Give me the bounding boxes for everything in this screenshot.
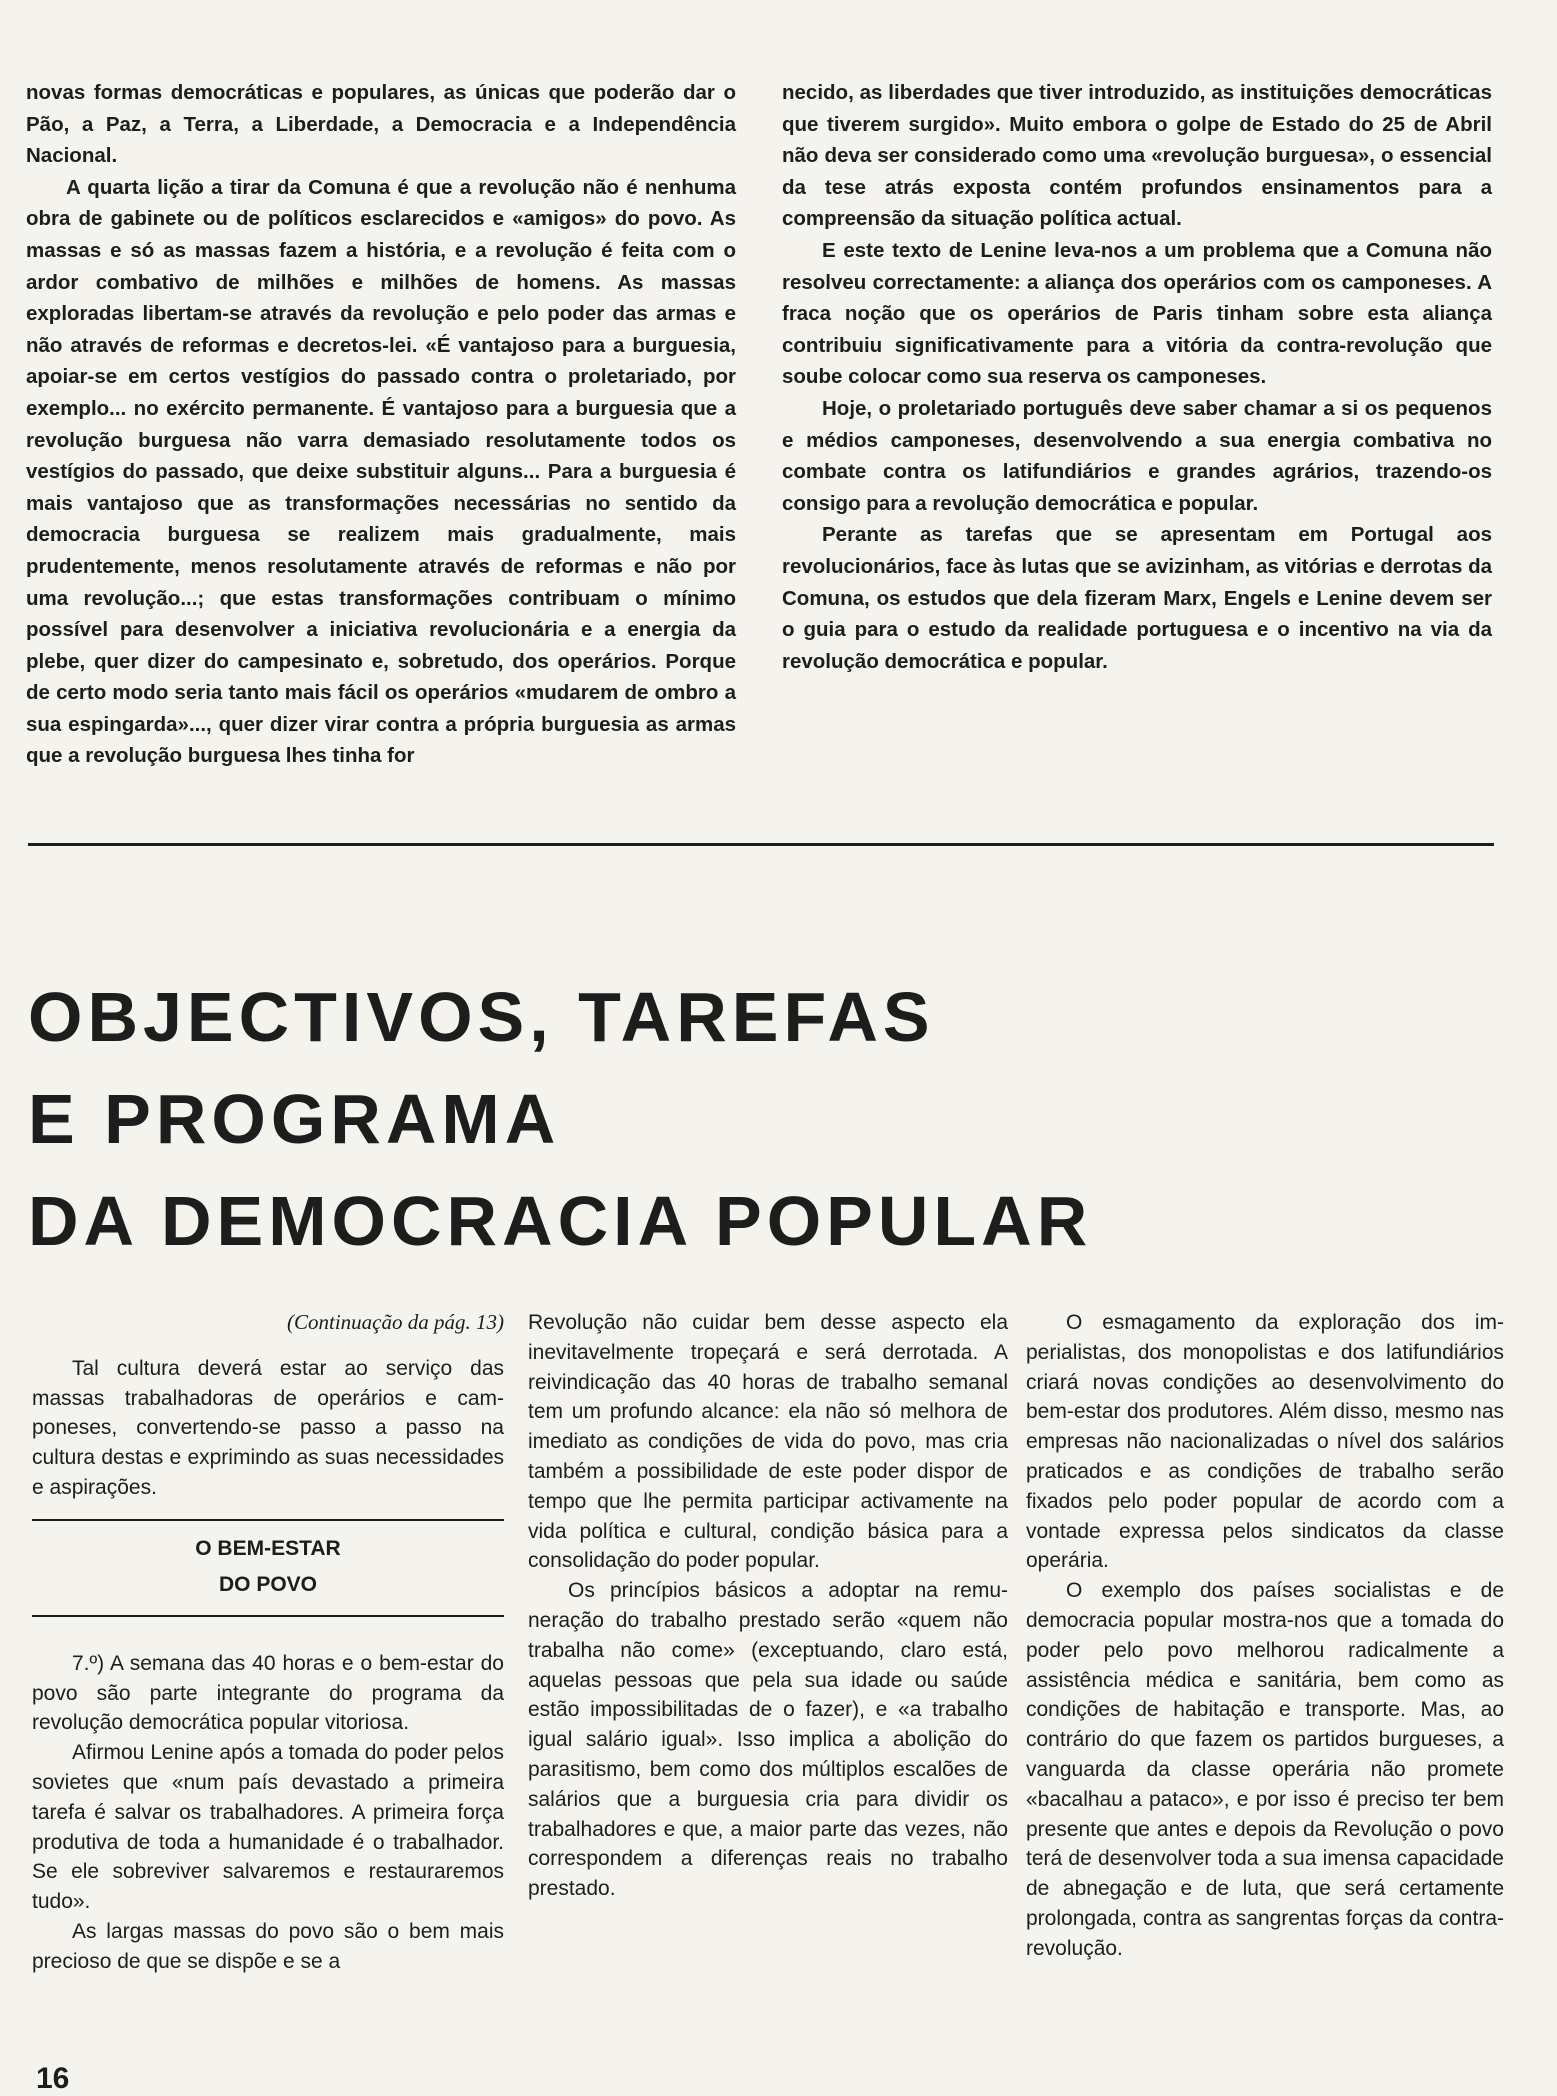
article-column-1	[32, 1308, 504, 1977]
section-rule	[32, 1615, 504, 1617]
paragraph: necido, as liberdades que tiver introduzido, as instituições democráticas que tiverem surgido». Muito embora o golpe de Estado do 25 de Abril não deva ser considerado como uma «revolução burguesa», o essencial da tese atrás exposta contém profundos ensinamentos para a compreensão da situação política actual.	[782, 81, 1492, 231]
article-headline	[28, 966, 1092, 1272]
article-column-3	[1026, 1308, 1504, 1964]
paragraph: Os princípios básicos a adoptar na remuneração do trabalho prestado serão «quem não trabalha não come» (exceptuando, claro está, aquelas pessoas que pela sua idade ou saúde estão impossibilitadas de o fazer), e «a trabalho igual salário igual». Isso implica a abolição do parasitismo, bem como dos múltiplos escalões de salários que a burguesia cria para dividir os trabalhadores e que, a maior parte das vezes, não correspondem a diferenças reais no trabalho prestado.	[528, 1579, 1008, 1901]
continuation-note: (Continuação da pág. 13)	[287, 1310, 504, 1334]
headline-line: E PROGRAMA	[28, 1080, 561, 1158]
paragraph: Afirmou Lenine após a tomada do poder pelos sovietes que «num país devastado a primeira tarefa é salvar os trabalhadores. A primeira força produtiva de toda a humanidade é o trabalhador. Se ele sobreviver salvaremos e restauraremos tudo».	[32, 1741, 504, 1914]
section-heading-line: DO POVO	[218, 1572, 318, 1596]
top-left-column	[26, 77, 736, 772]
paragraph: Revolução não cuidar bem desse aspecto ela inevitavelmente tropeçará e será derrotada. A reivindicação das 40 horas de trabalho semanal tem um profundo alcance: ela não só melhora de imediato as condições de vida do povo, mas cria também a possibilidade de este poder dispor de tempo que lhe permita participar activamente na vida política e cultural, condição básica para a consolidação do poder popular.	[528, 1311, 1008, 1573]
headline-line: OBJECTIVOS, TAREFAS	[28, 978, 935, 1056]
paragraph: Perante as tarefas que se apresentam em Portugal aos revolucionários, face às lutas que se avizinham, as vitórias e derrotas da Comuna, os estudos que dela fizeram Marx, Engels e Lenine devem ser o guia para o estudo da realidade portuguesa e o incentivo na via da revolução democrática e popular.	[782, 523, 1492, 673]
paragraph: novas formas democráticas e populares, as únicas que poderão dar o Pão, a Paz, a Terra, a Liberdade, a Democracia e a Independência Nacional.	[26, 81, 736, 168]
paragraph: A quarta lição a tirar da Comuna é que a revolução não é nenhuma obra de gabinete ou de políticos esclarecidos e «amigos» do povo. As massas e só as massas fazem a história, e a revolução é feita com o ardor combativo de milhões e milhões de homens. As massas exploradas libertam-se através da revolução e pelo poder das armas e não através de reformas e decretos-lei. «É vantajoso para a burguesia, apoiar-se em certos vestígios do passado contra o proletariado, por exemplo... no exército permanente. É vantajoso para a burguesia que a revolução burguesa não varra demasiado resolutamente todos os vestígios do passado, que deixe substituir alguns... Para a burguesia é mais vantajoso que as transformações necessárias no sentido da democracia burguesa se realizem mais gradualmente, mais prudentemente, menos resolutamente através de reformas e não por uma revolução...; que estas transformações contribuam o mínimo possível para desenvolver a iniciativa revolucionária e a energia da plebe, quer dizer do campesinato e, sobretudo, dos operários. Porque de certo modo seria tanto mais fácil os operários «mudarem de ombro a sua espingarda»..., quer dizer virar contra a própria burguesia as armas que a revolução burguesa lhes tinha for	[26, 175, 736, 768]
section-heading-line: O BEM-ESTAR	[195, 1536, 341, 1560]
top-right-column	[782, 77, 1492, 677]
paragraph: Tal cultura deverá estar ao serviço das massas trabalhadoras de operários e camponeses, convertendo-se passo a passo na cultura destas e exprimindo as suas necessidades e aspirações.	[32, 1356, 504, 1499]
section-divider	[28, 843, 1494, 846]
section-heading	[32, 1521, 504, 1615]
paragraph: O exemplo dos países socialistas e de democracia popular mostra-nos que a tomada do poder pelo povo melhorou radicalmente a assistência médica e sanitária, bem como as condições de habitação e transporte. Mas, ao contrário do que fazem os partidos burgueses, a vanguarda da classe operária não promete «bacalhau a pataco», e por isso é preciso ter bem presente que antes e depois da Revolução o povo terá de desenvolver toda a sua imensa capacidade de abnegação e de luta, que será certamente prolongada, contra as sangrentas forças da contra-revolução.	[1026, 1579, 1504, 1960]
paragraph: Hoje, o proletariado português deve saber chamar a si os pequenos e médios camponeses, desenvolvendo a sua energia combativa no combate contra os latifundiários e grandes agrários, trazendo-os consigo para a revolução democrática e popular.	[782, 396, 1492, 515]
article-column-2	[528, 1308, 1008, 1904]
page-number: 16	[36, 2062, 70, 2095]
paragraph: 7.º) A semana das 40 horas e o bem-estar do povo são parte integrante do programa da revolução democrática popular vitoriosa.	[32, 1651, 504, 1735]
paragraph: As largas massas do povo são o bem mais precioso de que se dispõe e se a	[32, 1919, 504, 1973]
headline-line: DA DEMOCRACIA POPULAR	[28, 1182, 1093, 1260]
paragraph: E este texto de Lenine leva-nos a um problema que a Comuna não resolveu correctamente: a aliança dos operários com os camponeses. A fraca noção que os operários de Paris tinham sobre esta aliança contribuiu significativamente para a vitória da contra-revolução que soube colocar como sua reserva os camponeses.	[782, 238, 1492, 389]
paragraph: O esmagamento da exploração dos imperialistas, dos monopolistas e dos latifundiários criará novas condições ao desenvolvimento do bem-estar dos produtores. Além disso, mesmo nas empresas não nacionalizadas o nível dos salários praticados e as condições de trabalho serão fixados pelo poder popular de acordo com a vontade expressa pelos sindicatos da classe operária.	[1026, 1311, 1504, 1573]
